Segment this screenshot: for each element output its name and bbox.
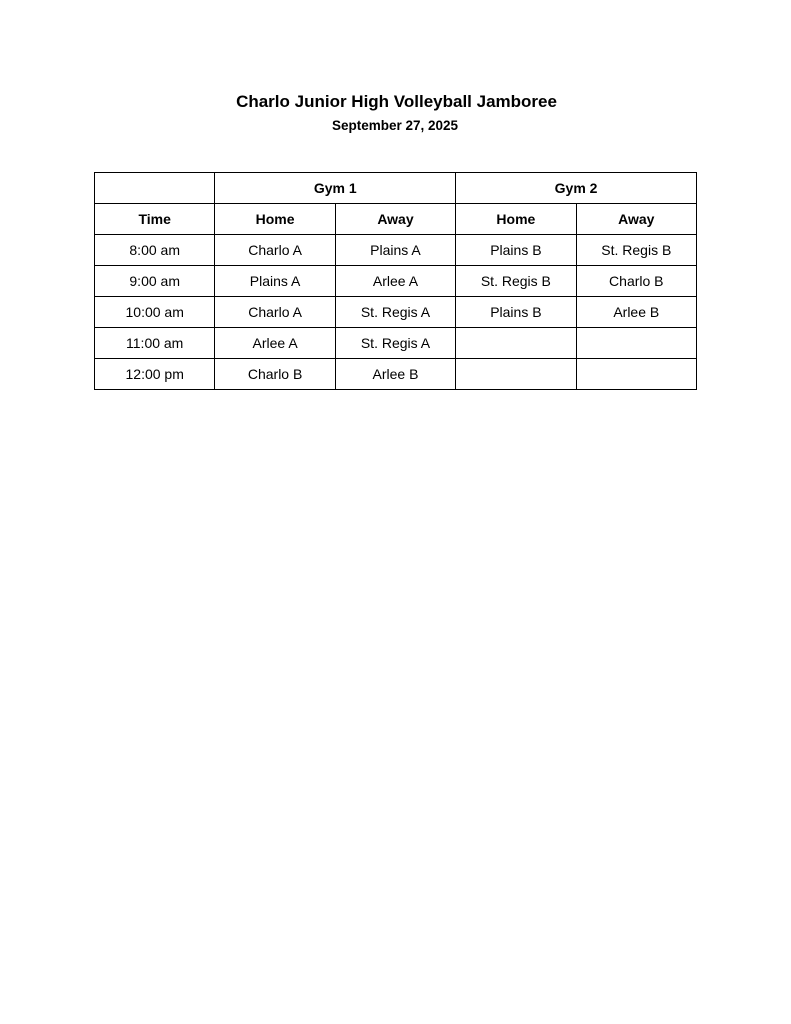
time-cell: 11:00 am <box>95 328 215 359</box>
table-row <box>95 266 697 297</box>
gym2-home-cell <box>456 359 576 390</box>
gym-2-header: Gym 2 <box>456 173 697 204</box>
time-cell: 10:00 am <box>95 297 215 328</box>
column-header-row <box>95 204 697 235</box>
column-header-gym2-home: Home <box>456 204 576 235</box>
table-row <box>95 235 697 266</box>
gym1-away-cell: Plains A <box>335 235 455 266</box>
column-header-gym2-away: Away <box>576 204 696 235</box>
time-cell: 9:00 am <box>95 266 215 297</box>
gym1-home-cell: Charlo A <box>215 297 335 328</box>
column-header-gym1-away: Away <box>335 204 455 235</box>
gym1-away-cell: Arlee B <box>335 359 455 390</box>
gym-1-header: Gym 1 <box>215 173 456 204</box>
gym2-home-cell: St. Regis B <box>456 266 576 297</box>
column-header-time: Time <box>95 204 215 235</box>
page-title: Charlo Junior High Volleyball Jamboree <box>236 92 557 111</box>
gym2-away-cell: Charlo B <box>576 266 696 297</box>
time-cell: 12:00 pm <box>95 359 215 390</box>
table-row <box>95 297 697 328</box>
table-row <box>95 359 697 390</box>
empty-corner-cell <box>95 173 215 204</box>
time-cell: 8:00 am <box>95 235 215 266</box>
gym2-away-cell <box>576 359 696 390</box>
gym1-home-cell: Arlee A <box>215 328 335 359</box>
gym2-home-cell: Plains B <box>456 235 576 266</box>
table-row <box>95 328 697 359</box>
gym1-away-cell: St. Regis A <box>335 297 455 328</box>
gym2-home-cell: Plains B <box>456 297 576 328</box>
gym2-home-cell <box>456 328 576 359</box>
column-header-gym1-home: Home <box>215 204 335 235</box>
schedule-table <box>94 172 697 390</box>
gym1-home-cell: Charlo B <box>215 359 335 390</box>
gym-header-row <box>95 173 697 204</box>
gym2-away-cell: Arlee B <box>576 297 696 328</box>
page-date: September 27, 2025 <box>331 118 459 133</box>
gym1-home-cell: Plains A <box>215 266 335 297</box>
gym2-away-cell: St. Regis B <box>576 235 696 266</box>
gym1-away-cell: Arlee A <box>335 266 455 297</box>
gym2-away-cell <box>576 328 696 359</box>
gym1-away-cell: St. Regis A <box>335 328 455 359</box>
gym1-home-cell: Charlo A <box>215 235 335 266</box>
